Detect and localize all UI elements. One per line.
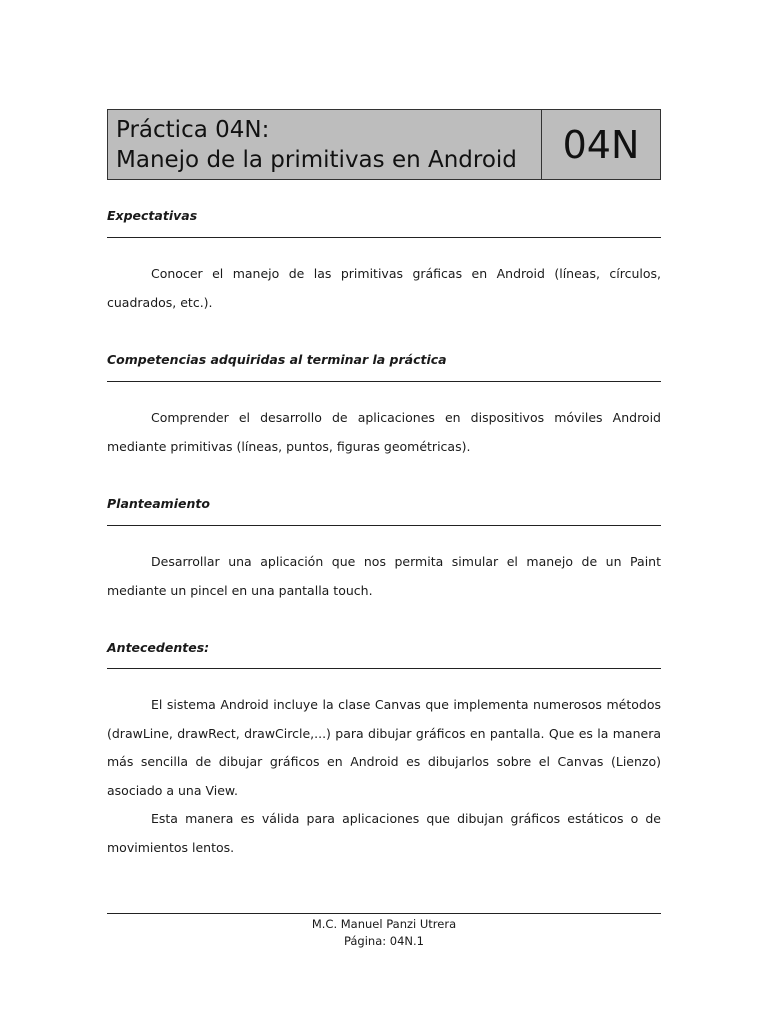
section-paragraph: El sistema Android incluye la clase Canvas que implementa numerosos métodos (drawLine, drawRect, drawCircle,...) para dibujar gráficos en pantalla. Que es la manera más sencilla de dibujar gráficos en Android es dibujarlos sobre el Canvas (Lienzo) asociado a una View.: [107, 697, 661, 798]
section-heading: Planteamiento: [107, 496, 210, 511]
section-rule: [107, 668, 661, 669]
page-footer: [107, 913, 661, 950]
section-expectativas: [107, 205, 661, 317]
section-competencias: [107, 349, 661, 461]
footer-page-number: Página: 04N.1: [343, 934, 425, 948]
section-antecedentes: [107, 637, 661, 863]
title-line-2: Manejo de la primitivas en Android: [116, 147, 517, 173]
section-rule: [107, 525, 661, 526]
section-heading: Expectativas: [107, 208, 198, 223]
practice-header: [107, 109, 661, 180]
practice-title: [108, 110, 542, 179]
practice-code: 04N: [562, 122, 640, 167]
section-rule: [107, 237, 661, 238]
section-heading: Competencias adquiridas al terminar la práctica: [107, 352, 447, 367]
section-paragraph: Conocer el manejo de las primitivas gráficas en Android (líneas, círculos, cuadrados, etc.).: [107, 266, 661, 310]
section-paragraph: Esta manera es válida para aplicaciones que dibujan gráficos estáticos o de movimientos lentos.: [107, 811, 661, 855]
section-heading: Antecedentes:: [107, 640, 210, 655]
section-planteamiento: [107, 493, 661, 605]
section-rule: [107, 381, 661, 382]
title-line-1: Práctica 04N:: [116, 117, 270, 143]
footer-author: M.C. Manuel Panzi Utrera: [311, 917, 457, 931]
section-paragraph: Comprender el desarrollo de aplicaciones en dispositivos móviles Android mediante primitivas (líneas, puntos, figuras geométricas).: [107, 410, 661, 454]
section-paragraph: Desarrollar una aplicación que nos permita simular el manejo de un Paint mediante un pincel en una pantalla touch.: [107, 554, 661, 598]
